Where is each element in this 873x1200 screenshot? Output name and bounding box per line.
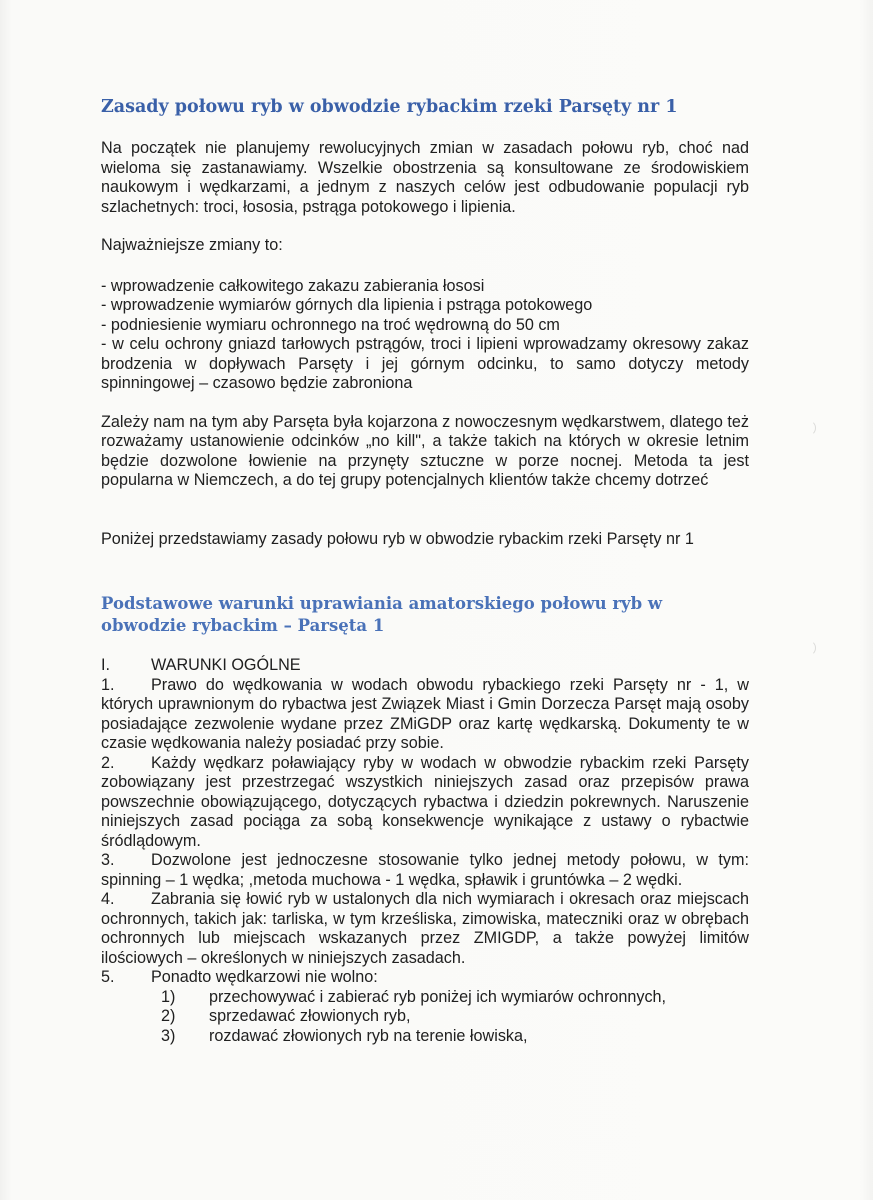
rule-text: Zabrania się łowić ryb w ustalonych dla nich wymiarach i okresach oraz miejscach ochronnych, takich jak: tarliska, w tym krześliska, zimowiska, mateczniki oraz w obrębach ochronnych lub miejscach wskazanych przez ZMIGDP, a także powyżej limitów ilościowych – określonych w niniejszych zasadach. — [101, 890, 749, 967]
prohibition-number: 1) — [161, 987, 176, 1006]
change-item: - podniesienie wymiaru ochronnego na troć wędrowną do 50 cm — [101, 315, 560, 334]
presentation-line: Poniżej przedstawiamy zasady połowu ryb w obwodzie rybackim rzeki Parsęty nr 1 — [101, 529, 694, 548]
intro-paragraph: Na początek nie planujemy rewolucyjnych zmian w zasadach połowu ryb, choć nad wieloma się zastanawiamy. Wszelkie obostrzenia są konsultowane ze środowiskiem naukowym i wędkarzami, a jednym z naszych celów jest odbudowanie populacji ryb szlachetnych: troci, łososia, pstrąga potokowego i lipienia. — [101, 139, 749, 216]
rule-item — [101, 890, 749, 968]
prohibition-item — [161, 1027, 749, 1047]
prohibition-text: sprzedawać złowionych ryb, — [209, 1007, 411, 1025]
rule-text: Dozwolone jest jednoczesne stosowanie tylko jednej metody połowu, w tym: spinning – 1 wędka; ,metoda muchowa - 1 wędka, spławik i gruntówka – 2 wędki. — [101, 851, 749, 889]
rule-number: 1. — [101, 675, 115, 694]
prohibitions-list — [101, 988, 749, 1047]
changes-list — [101, 277, 749, 394]
change-item: - wprowadzenie całkowitego zakazu zabierania łososi — [101, 276, 485, 295]
rules-list — [101, 676, 749, 988]
change-item: - w celu ochrony gniazd tarłowych pstrągów, troci i lipieni wprowadzamy okresowy zakaz brodzenia w dopływach Parsęty i jej górnym odcinku, to samo dotyczy metody spinningowej – czasowo będzie zabroniona — [101, 335, 749, 392]
rule-number: 5. — [101, 968, 115, 986]
rule-text: Prawo do wędkowania w wodach obwodu rybackiego rzeki Parsęty nr - 1, w których uprawnionym do rybactwa jest Związek Miast i Gmin Dorzecza Parsęt mają osoby posiadające zezwolenie wydane przez ZMiGDP oraz kartę wędkarską. Dokumenty te w czasie wędkowania należy posiadać przy sobie. — [101, 675, 749, 752]
document-body — [101, 95, 749, 1046]
rule-item — [101, 754, 749, 852]
section-subtitle: Podstawowe warunki uprawiania amatorskiego połowu ryb w obwodzie rybackim – Parsęta 1 — [101, 594, 663, 635]
prohibition-text: rozdawać złowionych ryb na terenie łowiska, — [209, 1026, 528, 1045]
rule-text: Każdy wędkarz poławiający ryby w wodach w obwodzie rybackim rzeki Parsęty zobowiązany jest przestrzegać wszystkich niniejszych zasad oraz przepisów prawa powszechnie obowiązującego, dotyczących rybactwa i dziedzin pokrewnych. Naruszenie niniejszych zasad pociąga za sobą konsekwencje wynikające z ustawy o rybactwie śródlądowym. — [101, 753, 749, 850]
rule-item — [101, 968, 749, 988]
scan-artifact — [800, 420, 816, 436]
change-item: - wprowadzenie wymiarów górnych dla lipienia i pstrąga potokowego — [101, 296, 593, 314]
section-number: I. — [101, 656, 110, 674]
document-title: Zasady połowu ryb w obwodzie rybackim rzeki Parsęty nr 1 — [101, 97, 678, 117]
prohibition-item — [161, 1007, 749, 1027]
prohibition-number: 2) — [161, 1007, 176, 1025]
nokill-paragraph: Zależy nam na tym aby Parsęta była kojarzona z nowoczesnym wędkarstwem, dlatego też rozważamy ustanowienie odcinków „no kill", a także takich na których w okresie letnim będzie dozwolone łowienie na przynęty sztuczne w porze nocnej. Metoda ta jest popularna w Niemczech, a do tej grupy potencjalnych klientów także chcemy dotrzeć — [101, 412, 749, 489]
rule-number: 2. — [101, 753, 115, 772]
scan-artifact — [800, 640, 816, 656]
rule-item — [101, 851, 749, 890]
rule-number: 4. — [101, 890, 115, 908]
section-title: WARUNKI OGÓLNE — [151, 656, 301, 674]
rule-item — [101, 676, 749, 754]
rule-number: 3. — [101, 851, 115, 869]
prohibition-item — [161, 988, 749, 1008]
rule-text: Ponadto wędkarzowi nie wolno: — [151, 968, 378, 986]
section-heading — [101, 656, 749, 676]
changes-heading: Najważniejsze zmiany to: — [101, 236, 283, 254]
prohibition-text: przechowywać i zabierać ryb poniżej ich wymiarów ochronnych, — [209, 987, 667, 1006]
prohibition-number: 3) — [161, 1026, 176, 1045]
